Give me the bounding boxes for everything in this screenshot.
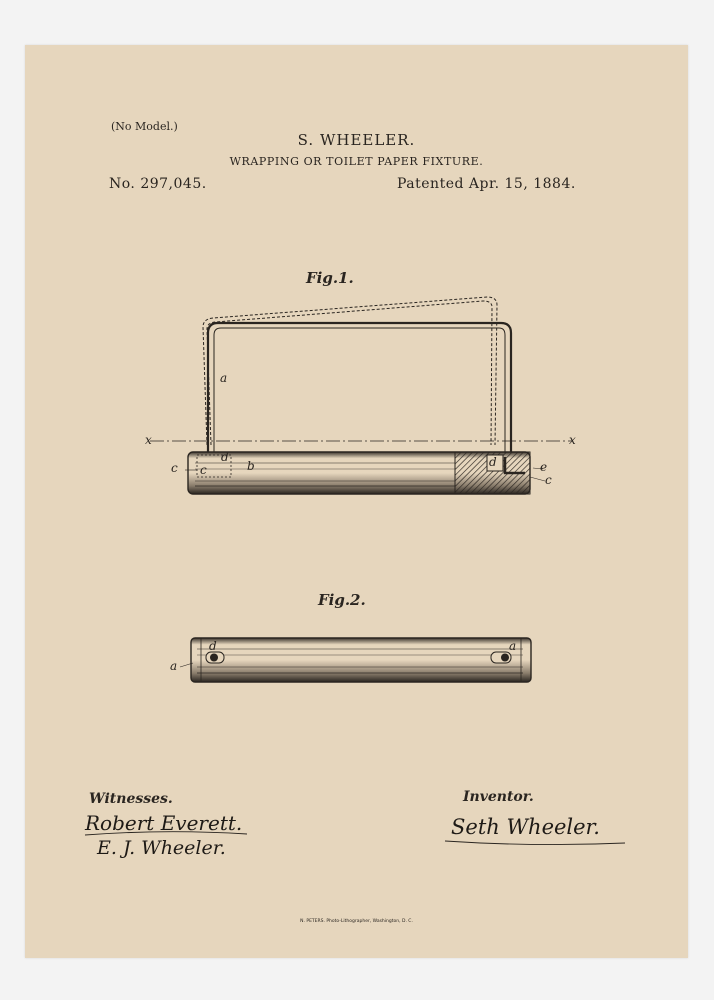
inventor-name-heading: S. WHEELER. [297,131,416,149]
witness-signature-1: Robert Everett. [85,811,243,835]
patent-date: Patented Apr. 15, 1884. [397,176,576,192]
no-model-note: (No Model.) [111,120,178,133]
printer-credit: N. PETERS. Photo-Lithographer, Washington, D. C. [300,919,413,924]
patent-title: WRAPPING OR TOILET PAPER FIXTURE. [229,155,484,168]
fig2-label: Fig.2. [318,591,366,609]
label-a-fig2-right: a [509,639,517,653]
fig2-drawing [191,638,531,682]
label-d-right: d [489,455,497,469]
label-x-right: x [569,433,576,447]
label-b: b [247,459,255,473]
label-c-inner: c [200,463,207,477]
label-c-left: c [171,461,178,475]
label-e-right: e [540,460,548,474]
label-a-fig1: a [220,371,228,385]
label-d-fig2: d [209,639,217,653]
witness-signature-2: E. J. Wheeler. [97,837,226,859]
label-c-right: c [545,473,552,487]
label-x-left: x [145,433,152,447]
label-d-left: d [221,450,229,464]
inventor-label: Inventor. [463,789,534,805]
patent-sheet [25,45,688,958]
inventor-signature: Seth Wheeler. [451,815,600,839]
patent-number: No. 297,045. [109,176,207,192]
label-a-fig2-left: a [170,659,178,673]
witnesses-label: Witnesses. [89,791,173,807]
fig1-label: Fig.1. [306,269,354,287]
